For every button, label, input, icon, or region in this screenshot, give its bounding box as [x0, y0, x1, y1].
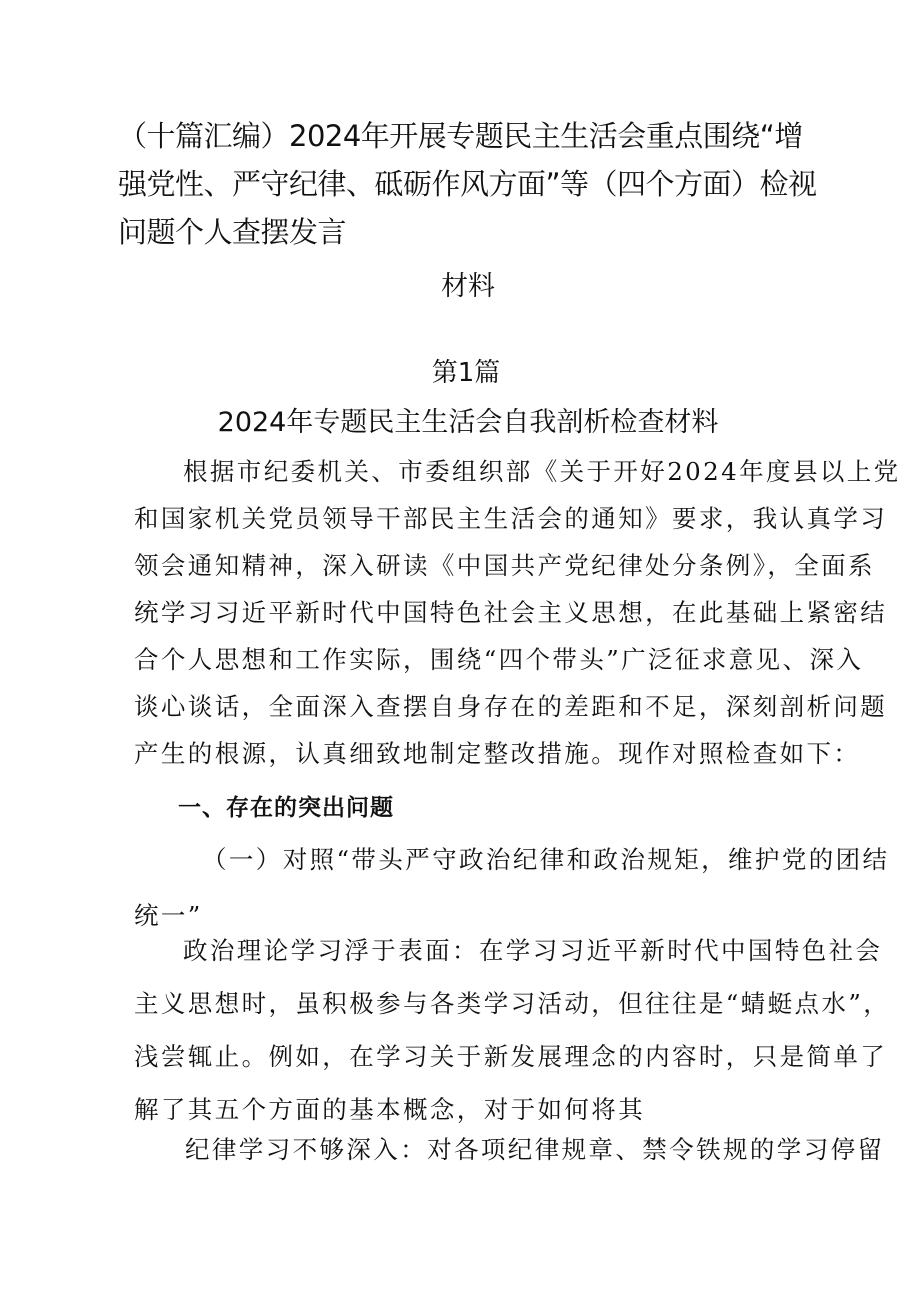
- paragraph-line: 谈心谈话，全面深入查摆自身存在的差距和不足，深刻剖析问题: [134, 692, 888, 721]
- paragraph-line: 浅尝辄止。例如，在学习关于新发展理念的内容时，只是简单了: [134, 1042, 888, 1071]
- intro-paragraph: [134, 448, 901, 777]
- paragraph-line: 统学习习近平新时代中国特色社会主义思想，在此基础上紧密结: [134, 598, 888, 627]
- paragraph-line: 主义思想时，虽积极参与各类学习活动，但往往是“蜻蜓点水”，: [134, 989, 891, 1018]
- paragraph-line: （一）对照“带头严守政治纪律和政治规矩，维护党的团结: [202, 845, 890, 874]
- paragraph-line: 和国家机关党员领导干部民主生活会的通知》要求，我认真学习: [134, 504, 888, 533]
- discipline-paragraph: [134, 1125, 885, 1175]
- paragraph-line: 产生的根源，认真细致地制定整改措施。现作对照检查如下：: [134, 739, 861, 768]
- document-title: [118, 112, 817, 256]
- chapter-title: 2024年专题民主生活会自我剖析检查材料: [217, 407, 719, 438]
- title-tail: 材料: [441, 271, 495, 302]
- paragraph-line: 领会通知精神，深入研读《中国共产党纪律处分条例》，全面系: [134, 551, 875, 580]
- paragraph-line: 解了其五个方面的基本概念，对于如何将其: [134, 1095, 646, 1124]
- paragraph-line: 统一”: [134, 901, 203, 930]
- chapter-number: 第1篇: [431, 358, 501, 388]
- title-line: 强党性、严守纪律、砥砺作风方面”等（四个方面）检视: [118, 167, 817, 201]
- paragraph-line: 纪律学习不够深入：对各项纪律规章、禁令铁规的学习停留: [185, 1135, 885, 1164]
- title-line: （十篇汇编）2024年开展专题民主生活会重点围绕“增: [118, 119, 803, 153]
- paragraph-line: 根据市纪委机关、市委组织部《关于开好2024年度县以上党: [183, 457, 901, 486]
- paragraph-line: 合个人思想和工作实际，围绕“四个带头”广泛征求意见、深入: [134, 645, 864, 674]
- paragraph-line: 政治理论学习浮于表面：在学习习近平新时代中国特色社会: [183, 936, 883, 965]
- theory-paragraph: [134, 924, 891, 1136]
- section-heading: 一、存在的突出问题: [178, 795, 394, 821]
- title-line: 问题个人查摆发言: [118, 215, 347, 249]
